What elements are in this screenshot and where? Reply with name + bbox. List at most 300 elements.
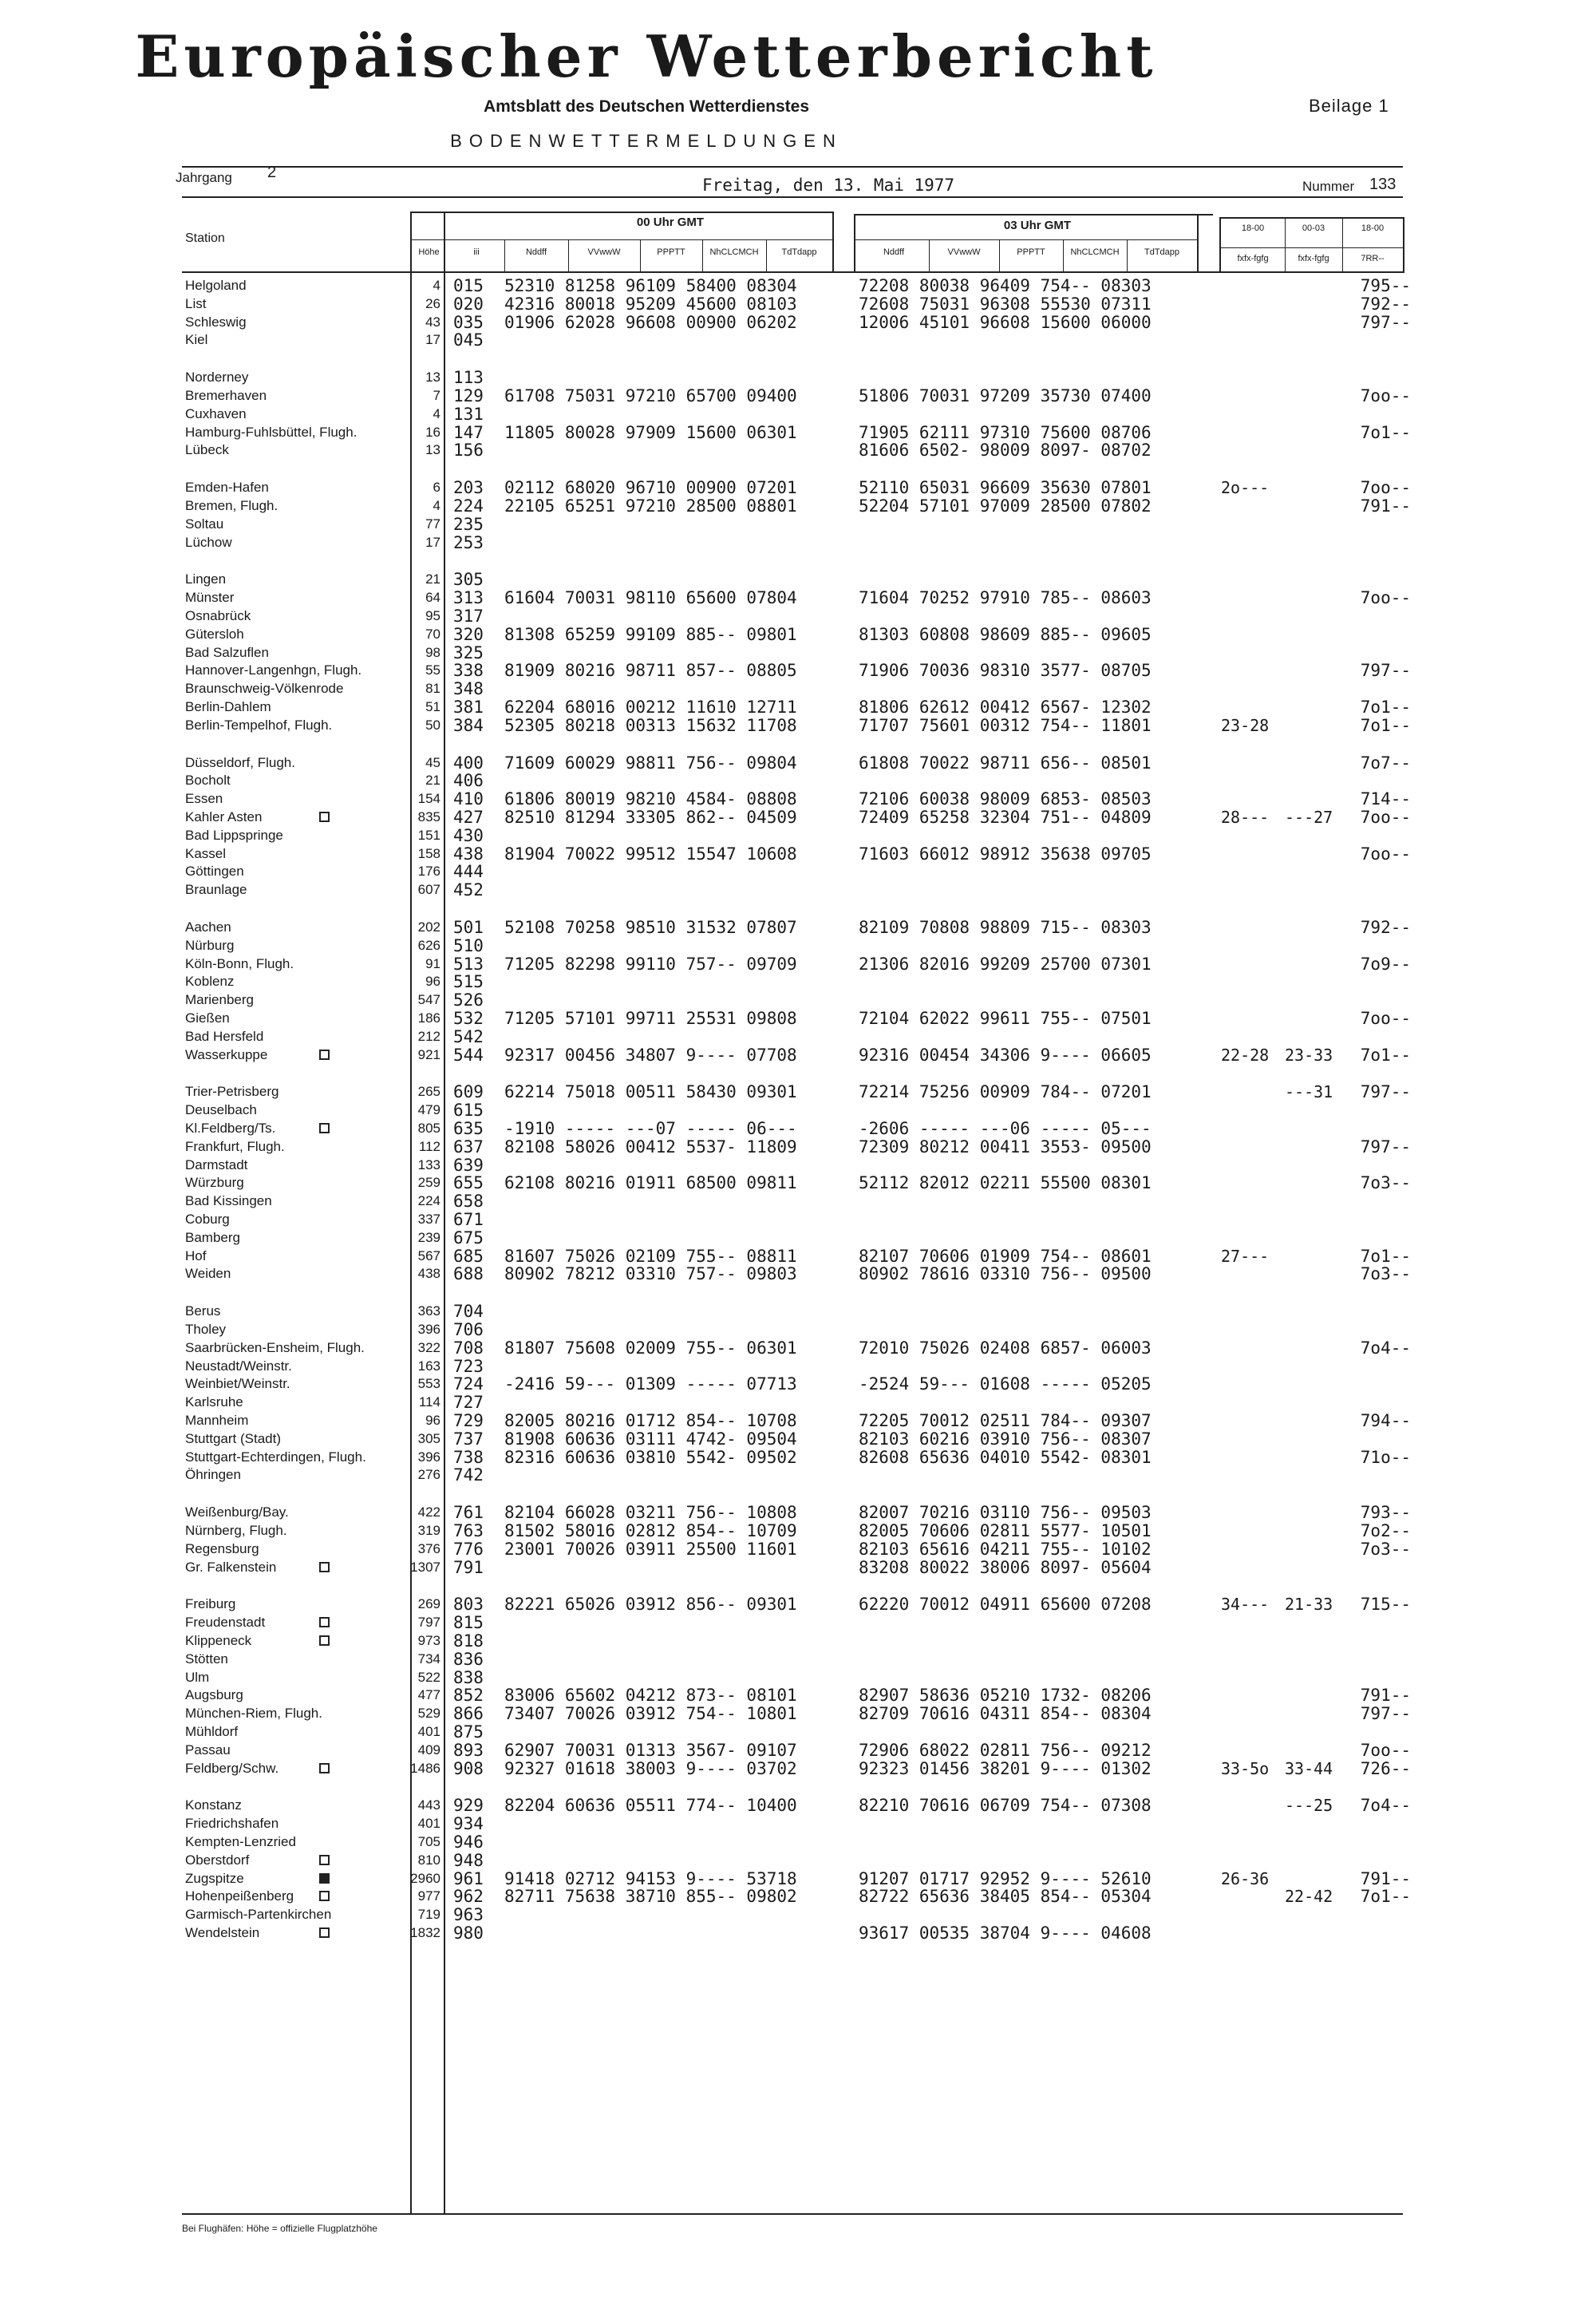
gust-00-03: 23-33 <box>1285 1046 1333 1065</box>
station-name: Marienberg <box>185 992 254 1007</box>
rule-h8 <box>929 239 930 273</box>
station-name: Würzburg <box>185 1175 244 1190</box>
station-height: 17 <box>425 332 440 347</box>
precip-18-00: 7o9-- <box>1360 955 1411 974</box>
rule-h7 <box>854 214 855 273</box>
station-name: Freiburg <box>185 1596 236 1611</box>
gmt03-header: 03 Uhr GMT <box>1003 219 1072 232</box>
obs-03-gmt: 72104 62022 99611 755-- 07501 <box>859 1009 1152 1028</box>
station-name: Norderney <box>185 370 249 385</box>
station-name: Gütersloh <box>185 627 244 642</box>
obs-00-gmt: 82316 60636 03810 5542- 09502 <box>504 1448 797 1467</box>
precip-18-00: 726-- <box>1360 1759 1411 1778</box>
precip-18-00: 7o1-- <box>1360 698 1411 717</box>
rule-h16 <box>1403 217 1404 273</box>
obs-00-gmt: 81607 75026 02109 755-- 08811 <box>504 1247 797 1266</box>
obs-00-gmt: 82510 81294 33305 862-- 04509 <box>504 808 797 827</box>
station-height: 607 <box>417 882 440 897</box>
station-height: 479 <box>417 1102 440 1117</box>
col-iii: iii <box>473 247 480 257</box>
station-name: Mühldorf <box>185 1724 239 1739</box>
station-height: 269 <box>417 1596 440 1611</box>
obs-03-gmt: 72309 80212 00411 3553- 09500 <box>859 1137 1152 1156</box>
precip-18-00: 7o3-- <box>1360 1540 1411 1559</box>
obs-00-gmt: 83006 65602 04212 873-- 08101 <box>504 1686 797 1705</box>
station-name: Bad Hersfeld <box>185 1029 264 1044</box>
obs-03-gmt: 82107 70606 01909 754-- 08601 <box>859 1247 1152 1266</box>
obs-03-gmt: 72214 75256 00909 784-- 07201 <box>859 1082 1152 1101</box>
station-height: 973 <box>417 1633 440 1648</box>
station-name: Mannheim <box>185 1413 249 1428</box>
station-height: 64 <box>425 590 440 605</box>
station-index: 866 <box>453 1704 484 1723</box>
station-height: 553 <box>417 1376 440 1391</box>
precip-18-00: 7o4-- <box>1360 1338 1411 1358</box>
precip-18-00: 792-- <box>1360 295 1411 314</box>
station-height: 734 <box>417 1651 440 1667</box>
obs-00-gmt: 92317 00456 34807 9---- 07708 <box>504 1046 797 1065</box>
obs-00-gmt: -1910 ----- ---07 ----- 06--- <box>504 1119 797 1138</box>
station-height: 21 <box>425 773 440 788</box>
obs-00-gmt: 62907 70031 01313 3567- 09107 <box>504 1741 797 1760</box>
precip-18-00: 7o4-- <box>1360 1796 1411 1815</box>
rule-h1 <box>504 239 505 273</box>
obs-03-gmt: 93617 00535 38704 9---- 04608 <box>859 1924 1152 1943</box>
rule-h6 <box>832 212 834 273</box>
station-height: 977 <box>417 1888 440 1904</box>
station-height: 176 <box>417 864 440 879</box>
open-square-icon <box>319 1763 330 1773</box>
obs-03-gmt: 82722 65636 38405 854-- 05304 <box>859 1887 1152 1906</box>
station-name: Cuxhaven <box>185 406 247 421</box>
obs-03-gmt: 81303 60808 98609 885-- 09605 <box>859 625 1152 644</box>
station-name: Braunschweig-Völkenrode <box>185 681 344 696</box>
precip-18-00: 714-- <box>1360 789 1411 809</box>
station-index: 838 <box>453 1668 484 1687</box>
obs-03-gmt: 82005 70606 02811 5577- 10501 <box>859 1521 1152 1540</box>
obs-00-gmt: 81308 65259 99109 885-- 09801 <box>504 625 797 644</box>
obs-03-gmt: 92323 01456 38201 9---- 01302 <box>859 1759 1152 1778</box>
station-index: 384 <box>453 716 484 735</box>
station-index: 526 <box>453 990 484 1010</box>
obs-03-gmt: 52204 57101 97009 28500 07802 <box>859 496 1152 516</box>
obs-03-gmt: 81806 62612 00412 6567- 12302 <box>859 698 1152 717</box>
obs-00-gmt: 61806 80019 98210 4584- 08808 <box>504 789 797 809</box>
precip-18-00: 797-- <box>1360 1082 1411 1101</box>
station-name: Bremerhaven <box>185 388 267 403</box>
station-name: Wasserkuppe <box>185 1047 268 1062</box>
station-index: 737 <box>453 1429 484 1449</box>
gmt00-top-rule <box>411 212 832 213</box>
station-height: 13 <box>425 442 440 457</box>
issue-date: Freitag, den 13. Mai 1977 <box>702 176 955 195</box>
col-pppt-03: PPPTT <box>1017 247 1045 257</box>
station-index: 427 <box>453 808 484 827</box>
station-name: Feldberg/Schw. <box>185 1761 279 1776</box>
gust-00-03: ---27 <box>1285 808 1333 827</box>
obs-00-gmt: 52305 80218 00313 15632 11708 <box>504 716 797 735</box>
station-index: 542 <box>453 1027 484 1046</box>
station-index: 430 <box>453 826 484 845</box>
open-square-icon <box>319 812 330 822</box>
obs-00-gmt: 52310 81258 96109 58400 08304 <box>504 276 797 295</box>
station-index: 020 <box>453 295 484 314</box>
period-mid-rule <box>1219 247 1404 248</box>
station-index: 675 <box>453 1228 484 1247</box>
jahrgang-label: Jahrgang <box>176 170 232 185</box>
station-height: 1307 <box>410 1560 440 1575</box>
gust-00-03: 21-33 <box>1285 1595 1333 1614</box>
station-name: Nürburg <box>185 938 235 953</box>
station-height: 77 <box>425 516 440 532</box>
station-index: 724 <box>453 1374 484 1394</box>
gust-18-00: 23-28 <box>1221 716 1270 735</box>
station-name: Hannover-Langenhgn, Flugh. <box>185 662 362 678</box>
header-rule-bottom <box>182 196 1403 198</box>
obs-00-gmt: 82104 66028 03211 756-- 10808 <box>504 1503 797 1522</box>
obs-03-gmt: 82103 65616 04211 755-- 10102 <box>859 1540 1152 1559</box>
station-index: 406 <box>453 771 484 790</box>
station-name: Konstanz <box>185 1797 242 1813</box>
precip-18-00: 7o3-- <box>1360 1264 1411 1283</box>
gmt03-mid-rule <box>854 239 1197 240</box>
station-index: 203 <box>453 478 484 497</box>
station-height: 265 <box>417 1084 440 1099</box>
precip-18-00: 7oo-- <box>1360 588 1411 607</box>
nummer-label: Nummer <box>1302 179 1355 194</box>
col-station: Station <box>185 231 225 245</box>
station-index: 035 <box>453 313 484 332</box>
station-index: 156 <box>453 441 484 460</box>
station-height: 112 <box>418 1139 440 1154</box>
precip-18-00: 791-- <box>1360 496 1411 516</box>
station-name: Bocholt <box>185 773 231 788</box>
station-name: Schleswig <box>185 314 247 330</box>
station-index: 803 <box>453 1595 484 1614</box>
station-height: 1486 <box>410 1761 440 1776</box>
rule-h14 <box>1285 217 1286 273</box>
gust-18-00: 27--- <box>1221 1247 1270 1266</box>
station-name: Lübeck <box>185 442 229 457</box>
station-height: 55 <box>425 662 440 678</box>
station-index: 908 <box>453 1759 484 1778</box>
station-height: 422 <box>417 1504 440 1520</box>
station-name: Saarbrücken-Ensheim, Flugh. <box>185 1340 365 1355</box>
obs-00-gmt: 71205 57101 99711 25531 09808 <box>504 1009 797 1028</box>
station-name: Berlin-Tempelhof, Flugh. <box>185 718 333 733</box>
col-precip: 7RR-- <box>1361 254 1385 263</box>
rule-h12 <box>1197 214 1199 273</box>
station-height: 21 <box>425 571 440 587</box>
station-index: 738 <box>453 1448 484 1467</box>
station-name: Köln-Bonn, Flugh. <box>185 956 294 971</box>
station-index: 438 <box>453 844 484 864</box>
open-square-icon <box>319 1927 330 1938</box>
precip-18-00: 7oo-- <box>1360 844 1411 864</box>
obs-03-gmt: 52110 65031 96609 35630 07801 <box>859 478 1152 497</box>
station-name: Hohenpeißenberg <box>185 1888 294 1904</box>
station-height: 95 <box>425 608 440 623</box>
col-nh-00: NhCLCMCH <box>709 247 759 257</box>
period-top-rule <box>1219 217 1404 219</box>
obs-03-gmt: 71604 70252 97910 785-- 08603 <box>859 588 1152 607</box>
station-index: 452 <box>453 880 484 899</box>
station-height: 51 <box>425 699 440 714</box>
station-height: 202 <box>417 919 440 935</box>
station-name: Friedrichshafen <box>185 1816 279 1831</box>
open-square-icon <box>319 1617 330 1627</box>
station-index: 671 <box>453 1210 484 1229</box>
station-name: Passau <box>185 1742 231 1757</box>
obs-00-gmt: 82108 58026 00412 5537- 11809 <box>504 1137 797 1156</box>
station-name: Regensburg <box>185 1541 259 1556</box>
station-name: Bad Lippspringe <box>185 828 283 843</box>
station-name: Münster <box>185 590 235 605</box>
obs-00-gmt: -2416 59--- 01309 ----- 07713 <box>504 1374 797 1394</box>
precip-18-00: 7o7-- <box>1360 753 1411 773</box>
gust-18-00: 28--- <box>1221 808 1270 827</box>
station-height: 797 <box>417 1615 440 1630</box>
precip-18-00: 797-- <box>1360 1704 1411 1723</box>
gmt00-mid-rule <box>411 239 832 240</box>
station-name: Bad Kissingen <box>185 1193 272 1208</box>
station-height: 547 <box>417 992 440 1007</box>
precip-18-00: 792-- <box>1360 918 1411 937</box>
station-name: Emden-Hafen <box>185 480 269 495</box>
station-name: Stuttgart-Echterdingen, Flugh. <box>185 1449 366 1465</box>
station-index: 501 <box>453 918 484 937</box>
station-name: Weißenburg/Bay. <box>185 1504 289 1520</box>
station-index: 348 <box>453 679 484 698</box>
station-index: 320 <box>453 625 484 644</box>
station-name: Weinbiet/Weinstr. <box>185 1376 290 1391</box>
obs-00-gmt: 71609 60029 98811 756-- 09804 <box>504 753 797 773</box>
station-height: 158 <box>417 846 440 861</box>
station-index: 513 <box>453 955 484 974</box>
obs-03-gmt: 71603 66012 98912 35638 09705 <box>859 844 1152 864</box>
obs-03-gmt: 80902 78616 03310 756-- 09500 <box>859 1264 1152 1283</box>
obs-00-gmt: 62214 75018 00511 58430 09301 <box>504 1082 797 1101</box>
station-height: 96 <box>425 974 440 989</box>
obs-03-gmt: 82210 70616 06709 754-- 07308 <box>859 1796 1152 1815</box>
precip-18-00: 793-- <box>1360 1503 1411 1522</box>
obs-00-gmt: 80902 78212 03310 757-- 09803 <box>504 1264 797 1283</box>
station-index: 224 <box>453 496 484 516</box>
col-vvwww-03: VVwwW <box>947 247 981 257</box>
period-1: 18-00 <box>1241 223 1265 233</box>
precip-18-00: 7o1-- <box>1360 1046 1411 1065</box>
obs-03-gmt: 92316 00454 34306 9---- 06605 <box>859 1046 1152 1065</box>
gust-18-00: 33-5o <box>1221 1759 1270 1778</box>
open-square-icon <box>319 1855 330 1865</box>
header-rule-top <box>182 166 1403 168</box>
station-index: 381 <box>453 698 484 717</box>
obs-03-gmt: 52112 82012 02211 55500 08301 <box>859 1173 1152 1192</box>
obs-03-gmt: 62220 70012 04911 65600 07208 <box>859 1595 1152 1614</box>
rule-h11 <box>1127 239 1128 273</box>
station-index: 688 <box>453 1264 484 1283</box>
obs-03-gmt: 72409 65258 32304 751-- 04809 <box>859 808 1152 827</box>
station-name: Nürnberg, Flugh. <box>185 1523 287 1538</box>
station-index: 706 <box>453 1320 484 1339</box>
station-height: 810 <box>417 1852 440 1868</box>
gust-00-03: ---25 <box>1285 1796 1333 1815</box>
station-index: 532 <box>453 1009 484 1028</box>
station-height: 337 <box>417 1212 440 1227</box>
obs-03-gmt: 21306 82016 99209 25700 07301 <box>859 955 1152 974</box>
gust-00-03: 33-44 <box>1285 1759 1333 1778</box>
station-name: Garmisch-Partenkirchen <box>185 1907 332 1922</box>
station-name: Kahler Asten <box>185 809 263 824</box>
station-height: 43 <box>425 314 440 330</box>
precip-18-00: 797-- <box>1360 313 1411 332</box>
station-index: 962 <box>453 1887 484 1906</box>
station-height: 401 <box>417 1724 440 1739</box>
rule-h10 <box>1063 239 1064 273</box>
precip-18-00: 7oo-- <box>1360 478 1411 497</box>
rule-h5 <box>766 239 767 273</box>
supplement-label: Beilage 1 <box>1309 96 1389 116</box>
station-index: 815 <box>453 1613 484 1632</box>
station-index: 510 <box>453 936 484 955</box>
station-name: Hof <box>185 1248 207 1263</box>
obs-00-gmt: 61708 75031 97210 65700 09400 <box>504 386 797 405</box>
station-index: 317 <box>453 607 484 626</box>
station-height: 224 <box>417 1193 440 1208</box>
station-name: Braunlage <box>185 882 247 897</box>
station-height: 401 <box>417 1816 440 1831</box>
station-height: 567 <box>417 1248 440 1263</box>
obs-03-gmt: 61808 70022 98711 656-- 08501 <box>859 753 1152 773</box>
station-index: 929 <box>453 1796 484 1815</box>
col-nddff-00: Nddff <box>525 247 547 257</box>
obs-03-gmt: 82709 70616 04311 854-- 08304 <box>859 1704 1152 1723</box>
gmt00-header: 00 Uhr GMT <box>636 215 705 229</box>
station-name: Soltau <box>185 516 224 532</box>
station-name: Göttingen <box>185 864 244 879</box>
station-index: 729 <box>453 1411 484 1430</box>
obs-03-gmt: 72608 75031 96308 55530 07311 <box>859 295 1152 314</box>
station-index: 313 <box>453 588 484 607</box>
station-height: 438 <box>417 1266 440 1281</box>
station-height: 13 <box>425 370 440 385</box>
station-height: 70 <box>425 627 440 642</box>
nummer-value: 133 <box>1369 176 1396 193</box>
precip-18-00: 7o1-- <box>1360 1247 1411 1266</box>
station-index: 515 <box>453 972 484 991</box>
period-3: 18-00 <box>1361 223 1385 233</box>
obs-00-gmt: 82005 80216 01712 854-- 10708 <box>504 1411 797 1430</box>
gust-00-03: 22-42 <box>1285 1887 1333 1906</box>
station-height: 805 <box>417 1121 440 1136</box>
station-index: 934 <box>453 1814 484 1833</box>
station-name: Öhringen <box>185 1467 241 1482</box>
obs-00-gmt: 62108 80216 01911 68500 09811 <box>504 1173 797 1192</box>
precip-18-00: 7o2-- <box>1360 1521 1411 1540</box>
station-height: 705 <box>417 1834 440 1849</box>
obs-03-gmt: 83208 80022 38006 8097- 05604 <box>859 1558 1152 1577</box>
obs-00-gmt: 42316 80018 95209 45600 08103 <box>504 295 797 314</box>
station-name: München-Riem, Flugh. <box>185 1706 322 1721</box>
page-title: Europäischer Wetterbericht <box>135 22 1158 90</box>
precip-18-00: 794-- <box>1360 1411 1411 1430</box>
open-square-icon <box>319 1123 330 1133</box>
station-height: 239 <box>417 1230 440 1245</box>
col-vvwww-00: VVwwW <box>587 247 621 257</box>
station-name: Wendelstein <box>185 1925 260 1940</box>
rule-h9 <box>999 239 1000 273</box>
obs-03-gmt: 12006 45101 96608 15600 06000 <box>859 313 1152 332</box>
col-hoehe: Höhe <box>418 247 440 257</box>
station-height: 396 <box>417 1322 440 1337</box>
station-height: 45 <box>425 755 440 770</box>
station-index: 113 <box>453 368 484 387</box>
station-height: 114 <box>418 1394 440 1410</box>
station-name: Stötten <box>185 1651 228 1667</box>
gust-00-03: ---31 <box>1285 1082 1333 1101</box>
gmt03-top-rule <box>854 214 1213 215</box>
station-height: 4 <box>433 278 440 293</box>
obs-00-gmt: 82204 60636 05511 774-- 10400 <box>504 1796 797 1815</box>
station-height: 133 <box>417 1157 440 1172</box>
obs-03-gmt: 72208 80038 96409 754-- 08303 <box>859 276 1152 295</box>
station-name: Osnabrück <box>185 608 251 623</box>
station-height: 322 <box>417 1340 440 1355</box>
gust-18-00: 22-28 <box>1221 1046 1270 1065</box>
col-nddff-03: Nddff <box>883 247 905 257</box>
station-name: Coburg <box>185 1212 230 1227</box>
obs-03-gmt: 72106 60038 98009 6853- 08503 <box>859 789 1152 809</box>
station-name: Kassel <box>185 846 227 861</box>
station-index: 235 <box>453 515 484 534</box>
station-name: Berlin-Dahlem <box>185 699 271 714</box>
gust-18-00: 34--- <box>1221 1595 1270 1614</box>
obs-03-gmt: -2606 ----- ---06 ----- 05--- <box>859 1119 1152 1138</box>
obs-03-gmt: 81606 6502- 98009 8097- 08702 <box>859 441 1152 460</box>
precip-18-00: 7o1-- <box>1360 423 1411 442</box>
precip-18-00: 7o3-- <box>1360 1173 1411 1192</box>
station-height: 396 <box>417 1449 440 1465</box>
obs-00-gmt: 81502 58016 02812 854-- 10709 <box>504 1521 797 1540</box>
station-name: Stuttgart (Stadt) <box>185 1431 281 1446</box>
precip-18-00: 791-- <box>1360 1686 1411 1705</box>
rule-h15 <box>1342 217 1343 273</box>
station-index: 961 <box>453 1869 484 1888</box>
open-square-icon <box>319 1562 330 1572</box>
station-height: 96 <box>425 1413 440 1428</box>
rule-h13 <box>1219 217 1221 273</box>
station-index: 045 <box>453 330 484 350</box>
obs-03-gmt: 82109 70808 98809 715-- 08303 <box>859 918 1152 937</box>
station-index: 761 <box>453 1503 484 1522</box>
station-name: Gr. Falkenstein <box>185 1560 277 1575</box>
obs-00-gmt: 81807 75608 02009 755-- 06301 <box>504 1338 797 1358</box>
obs-00-gmt: 71205 82298 99110 757-- 09709 <box>504 955 797 974</box>
col-tdapp-00: TdTdapp <box>781 247 817 257</box>
publisher-subtitle: Amtsblatt des Deutschen Wetterdienstes <box>483 97 810 116</box>
station-name: Lüchow <box>185 535 232 550</box>
station-height: 835 <box>417 809 440 824</box>
station-name: Berus <box>185 1303 221 1319</box>
obs-03-gmt: 51806 70031 97209 35730 07400 <box>859 386 1152 405</box>
station-height: 522 <box>417 1670 440 1685</box>
gust-18-00: 26-36 <box>1221 1869 1270 1888</box>
station-index: 708 <box>453 1338 484 1358</box>
station-height: 376 <box>417 1541 440 1556</box>
station-height: 477 <box>417 1687 440 1702</box>
obs-00-gmt: 01906 62028 96608 00900 06202 <box>504 313 797 332</box>
station-name: Bremen, Flugh. <box>185 498 279 513</box>
